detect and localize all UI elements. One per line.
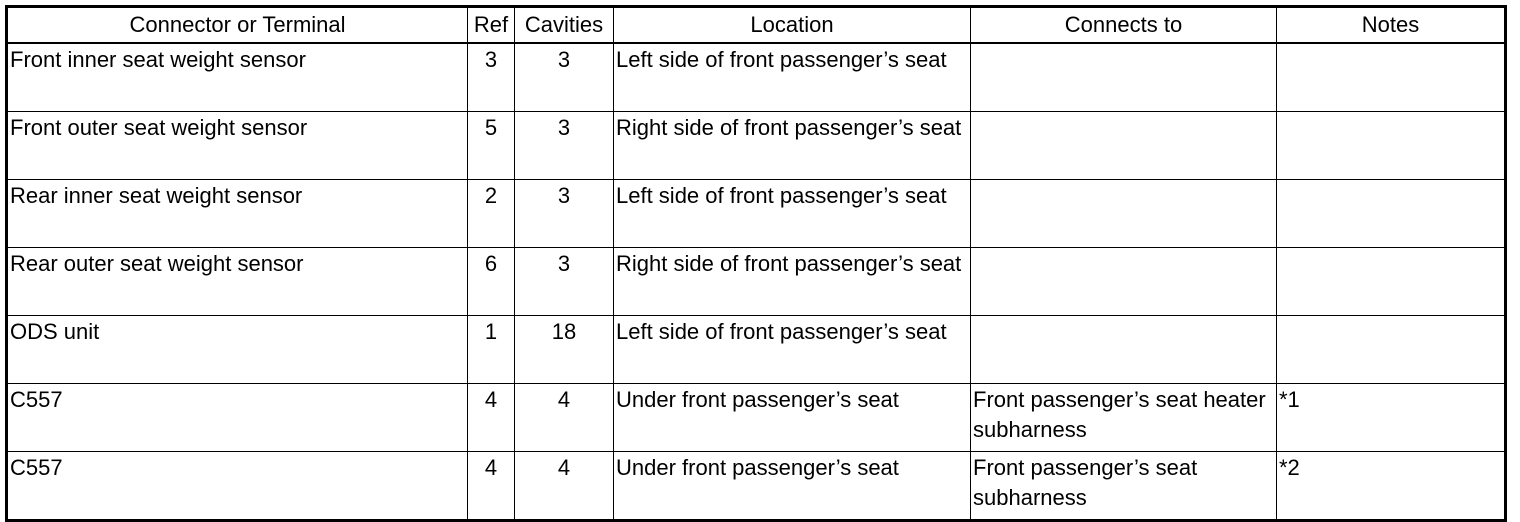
notes-cell: *1 [1277, 384, 1506, 452]
notes-cell [1277, 43, 1506, 112]
location-cell: Under front passenger’s seat [614, 384, 971, 452]
connects-to-cell: Front passenger’s seat heater subharness [971, 384, 1277, 452]
cavities-cell: 3 [515, 180, 614, 248]
connects-to-cell [971, 43, 1277, 112]
notes-cell [1277, 316, 1506, 384]
ref-cell: 1 [468, 316, 515, 384]
connector-cell: C557 [7, 384, 468, 452]
table-row [7, 112, 1506, 180]
connector-cell: Rear inner seat weight sensor [7, 180, 468, 248]
connects-to-cell [971, 248, 1277, 316]
location-cell: Left side of front passenger’s seat [614, 316, 971, 384]
header-row [7, 7, 1506, 44]
header-connects-to: Connects to [971, 7, 1277, 44]
location-cell: Right side of front passenger’s seat [614, 248, 971, 316]
location-cell: Left side of front passenger’s seat [614, 43, 971, 112]
header-ref: Ref [468, 7, 515, 44]
connector-cell: Front inner seat weight sensor [7, 43, 468, 112]
ref-cell: 4 [468, 384, 515, 452]
connector-cell: ODS unit [7, 316, 468, 384]
header-cavities: Cavities [515, 7, 614, 44]
connects-to-cell: Front passenger’s seat subharness [971, 452, 1277, 521]
table-row [7, 316, 1506, 384]
table-row [7, 43, 1506, 112]
location-cell: Under front passenger’s seat [614, 452, 971, 521]
cavities-cell: 4 [515, 384, 614, 452]
location-cell: Right side of front passenger’s seat [614, 112, 971, 180]
notes-cell: *2 [1277, 452, 1506, 521]
location-cell: Left side of front passenger’s seat [614, 180, 971, 248]
connector-cell: Front outer seat weight sensor [7, 112, 468, 180]
table-row [7, 180, 1506, 248]
connector-cell: C557 [7, 452, 468, 521]
table-row [7, 248, 1506, 316]
notes-cell [1277, 248, 1506, 316]
ref-cell: 4 [468, 452, 515, 521]
ref-cell: 6 [468, 248, 515, 316]
cavities-cell: 3 [515, 248, 614, 316]
notes-cell [1277, 180, 1506, 248]
connects-to-cell [971, 316, 1277, 384]
ref-cell: 3 [468, 43, 515, 112]
cavities-cell: 4 [515, 452, 614, 521]
cavities-cell: 18 [515, 316, 614, 384]
ref-cell: 2 [468, 180, 515, 248]
connects-to-cell [971, 112, 1277, 180]
connector-table [5, 5, 1507, 522]
cavities-cell: 3 [515, 43, 614, 112]
header-location: Location [614, 7, 971, 44]
connector-cell: Rear outer seat weight sensor [7, 248, 468, 316]
ref-cell: 5 [468, 112, 515, 180]
table-row [7, 452, 1506, 521]
header-connector: Connector or Terminal [7, 7, 468, 44]
notes-cell [1277, 112, 1506, 180]
cavities-cell: 3 [515, 112, 614, 180]
header-notes: Notes [1277, 7, 1506, 44]
connects-to-cell [971, 180, 1277, 248]
table-row [7, 384, 1506, 452]
